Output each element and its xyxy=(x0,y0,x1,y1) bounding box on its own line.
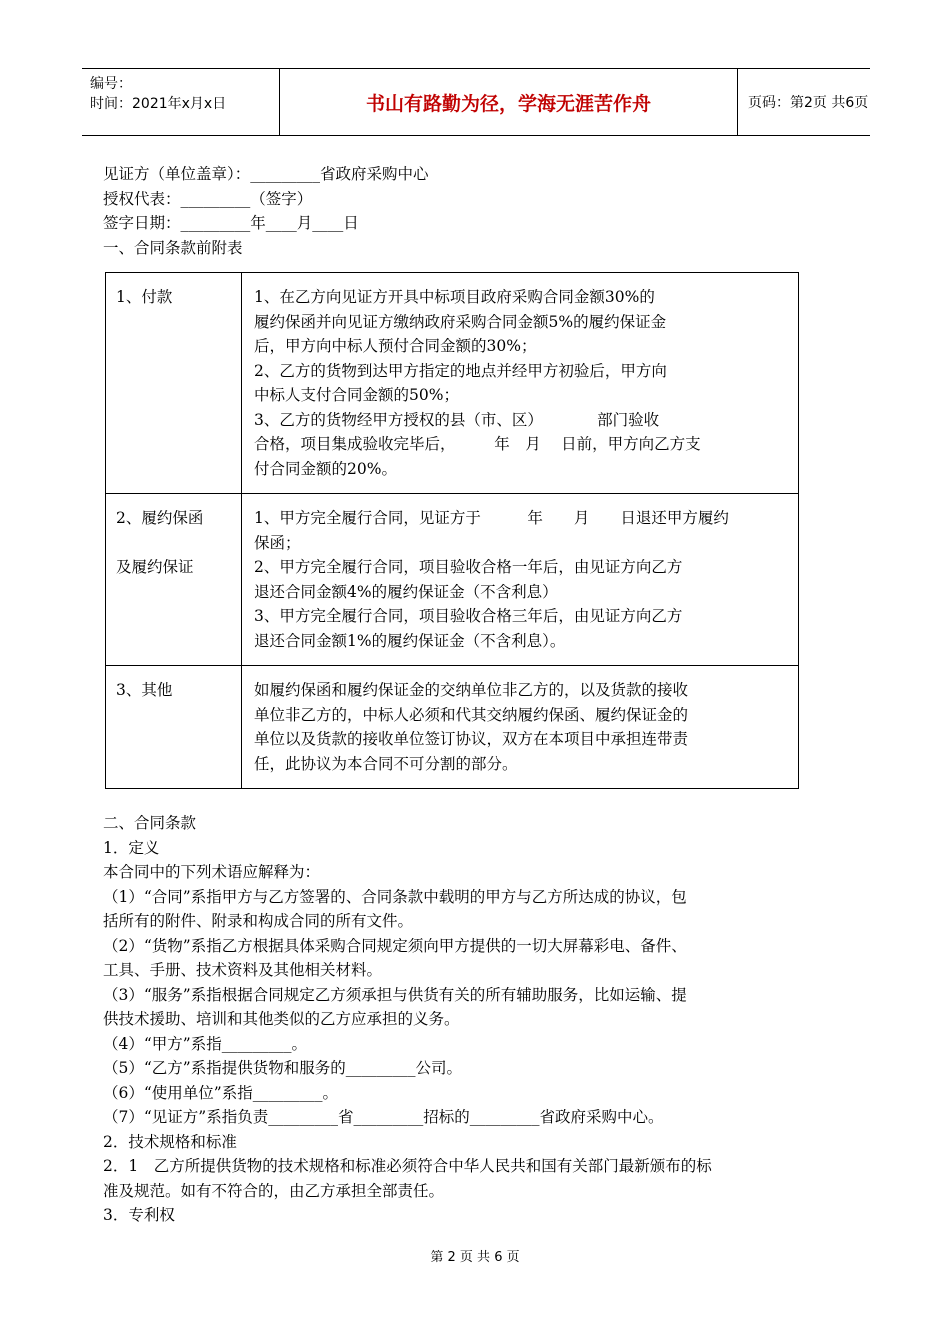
table-row xyxy=(105,665,799,789)
header-motto-cell xyxy=(280,69,738,135)
subheading-specs: 2．技术规格和标准 xyxy=(103,1132,237,1151)
paragraph: （6）“使用单位”系指_________。 xyxy=(103,1083,338,1102)
row-label: 1、付款 xyxy=(105,273,242,493)
header-page-number: 页码：第2页 共6页 xyxy=(748,95,869,111)
paragraph: 工具、手册、技术资料及其他相关材料。 xyxy=(103,961,383,979)
document-number-label: 编号： xyxy=(90,76,132,92)
row-content: 1、甲方完全履行合同，见证方于 年 月 日退还甲方履约 保函； 2、甲方完全履行合同，项目验收合格一年后，由见证方向乙方 退还合同金额4%的履约保证金（不含利息） 3、甲方完全履行合同，项目验收合格三年后，由见证方向乙方 退还合同金额1%的履约保证金（不含利息）。 xyxy=(242,494,799,665)
paragraph: 括所有的附件、附录和构成合同的所有文件。 xyxy=(103,912,414,930)
paragraph: （1）“合同”系指甲方与乙方签署的、合同条款中载明的甲方与乙方所达成的协议，包 xyxy=(103,887,687,906)
subheading-patent: 3．专利权 xyxy=(103,1206,175,1224)
table-row xyxy=(105,272,799,493)
header-meta xyxy=(82,69,280,135)
paragraph: （3）“服务”系指根据合同规定乙方须承担与供货有关的所有辅助服务，比如运输、提 xyxy=(103,985,687,1004)
section-heading-terms: 二、合同条款 xyxy=(103,814,197,832)
table-row xyxy=(105,493,799,665)
witness-line: 见证方（单位盖章）：_________省政府采购中心 xyxy=(103,165,429,183)
page-footer: 第 2 页 共 6 页 xyxy=(430,1250,520,1265)
paragraph: （5）“乙方”系指提供货物和服务的_________公司。 xyxy=(103,1059,462,1077)
contract-terms xyxy=(103,811,848,1228)
row-content: 如履约保函和履约保证金的交纳单位非乙方的，以及货款的接收 单位非乙方的，中标人必须和代其交纳履约保函、履约保证金的 单位以及货款的接收单位签订协议，双方在本项目中承担连带责 任，此协议为本合同不可分割的部分。 xyxy=(242,666,799,788)
paragraph: 供技术援助、培训和其他类似的乙方应承担的义务。 xyxy=(103,1010,460,1028)
row-label: 3、其他 xyxy=(105,666,242,788)
paragraph: （7）“见证方”系指负责_________省_________招标的_________省政府采购中心。 xyxy=(103,1108,664,1126)
paragraph: 准及规范。如有不符合的，由乙方承担全部责任。 xyxy=(103,1181,445,1200)
row-content: 1、在乙方向见证方开具中标项目政府采购合同金额30%的 履约保函并向见证方缴纳政府采购合同金额5%的履约保证金 后，甲方向中标人预付合同金额的30%； 2、乙方的货物到达甲方指定的地点并经甲方初验后，甲方向 中标人支付合同金额的50%； 3、乙方的货物经甲方授权的县（市、区） 部门验收 合格，项目集成验收完毕后， 年 月 日前，甲方向乙方支 付合同金额的20%。 xyxy=(242,273,799,493)
page-header xyxy=(82,68,870,136)
header-motto: 书山有路勤为径，学海无涯苦作舟 xyxy=(365,92,651,115)
sign-date-line: 签字日期：_________年____月____日 xyxy=(103,214,359,232)
row-label: 2、履约保函 及履约保证 xyxy=(105,494,242,665)
contract-appendix-table xyxy=(105,272,799,789)
subheading-definitions: 1．定义 xyxy=(103,838,160,857)
paragraph: 本合同中的下列术语应解释为： xyxy=(103,863,321,881)
signature-section xyxy=(103,162,848,260)
representative-line: 授权代表：_________（签字） xyxy=(103,189,313,208)
paragraph: （4）“甲方”系指_________。 xyxy=(103,1034,307,1053)
section-heading-appendix: 一、合同条款前附表 xyxy=(103,238,243,257)
document-time-label: 时间：2021年x月x日 xyxy=(90,96,227,112)
paragraph: 2．1 乙方所提供货物的技术规格和标准必须符合中华人民共和国有关部门最新颁布的标 xyxy=(103,1157,712,1175)
paragraph: （2）“货物”系指乙方根据具体采购合同规定须向甲方提供的一切大屏幕彩电、备件、 xyxy=(103,936,687,955)
